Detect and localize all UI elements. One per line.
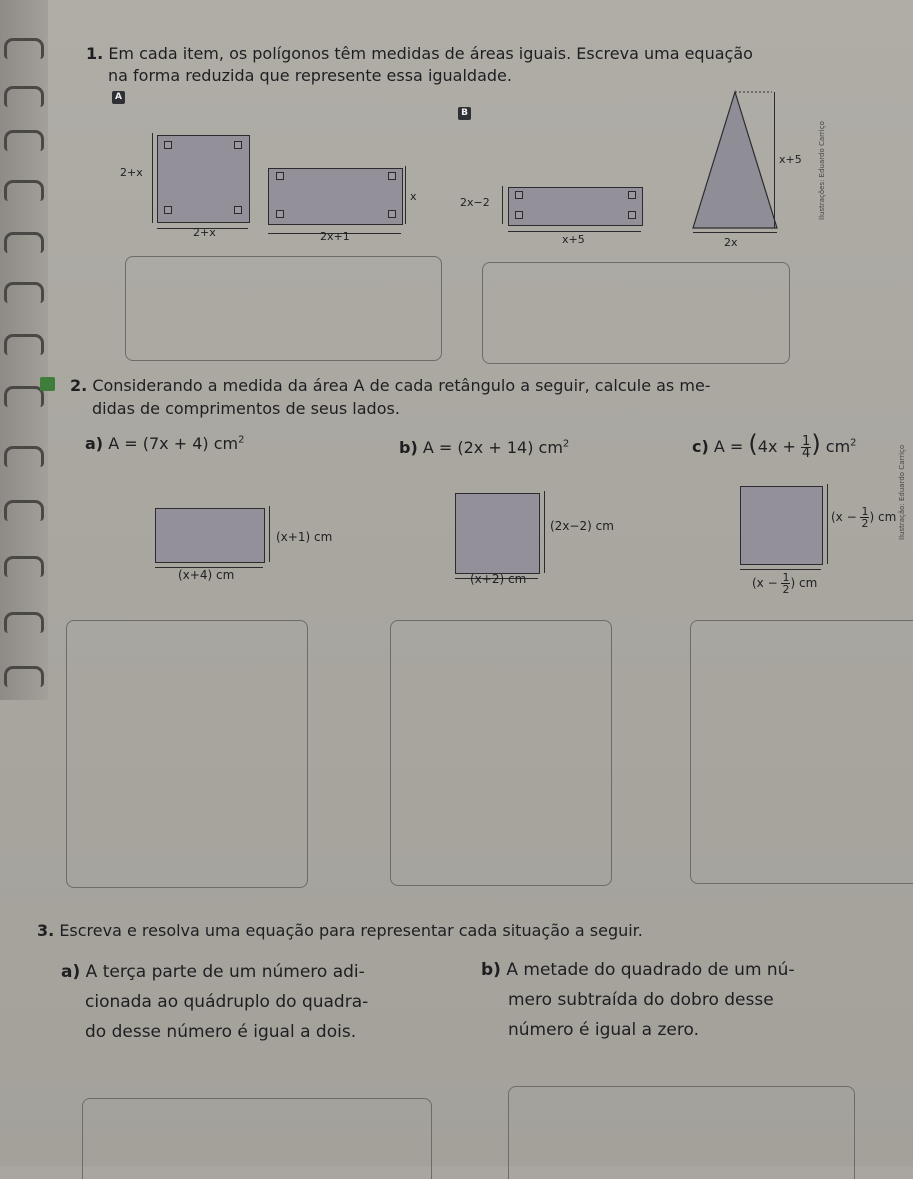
q3-number: 3. bbox=[37, 921, 55, 940]
dim-line bbox=[693, 232, 777, 233]
fig-b-tri-height: x+5 bbox=[779, 153, 802, 166]
binding-ring bbox=[4, 446, 44, 467]
right-angle-mark bbox=[628, 191, 636, 199]
q3-answer-box-b[interactable] bbox=[508, 1086, 855, 1179]
dim-line bbox=[774, 92, 775, 228]
q2-b-area: A = (2x + 14) cm bbox=[422, 438, 563, 457]
fig-a-rectangle bbox=[268, 168, 403, 225]
q3-b-line2: mero subtraída do dobro desse bbox=[508, 990, 774, 1010]
q3-b-text1: A metade do quadrado de um nú- bbox=[506, 960, 795, 980]
right-angle-mark bbox=[164, 206, 172, 214]
binding-ring bbox=[4, 500, 44, 521]
q3-b-line1 bbox=[481, 960, 795, 980]
binding-ring bbox=[4, 180, 44, 201]
right-angle-mark bbox=[388, 210, 396, 218]
q3-text-line bbox=[37, 921, 643, 940]
binding-ring bbox=[4, 386, 44, 407]
q3-b-letter: b) bbox=[481, 960, 501, 980]
frac-den: 4 bbox=[802, 446, 811, 461]
q1-text-line2: na forma reduzida que represente essa igualdade. bbox=[108, 66, 512, 85]
frac-num: 1 bbox=[782, 571, 790, 584]
side-pre: (x − bbox=[752, 576, 782, 590]
q2-a-formula bbox=[85, 434, 244, 453]
right-angle-mark bbox=[515, 211, 523, 219]
q2-c-term: 4x + bbox=[757, 437, 802, 456]
q2-c-side-v bbox=[831, 506, 896, 529]
dim-line bbox=[502, 186, 503, 224]
fig-b-tri-base: 2x bbox=[724, 236, 738, 249]
dim-line bbox=[405, 166, 406, 224]
right-angle-mark bbox=[388, 172, 396, 180]
q2-answer-box-b[interactable] bbox=[390, 620, 612, 886]
binding-ring bbox=[4, 232, 44, 253]
right-angle-mark bbox=[234, 206, 242, 214]
dim-line bbox=[269, 506, 270, 562]
q2-answer-box-a[interactable] bbox=[66, 620, 308, 888]
right-angle-mark bbox=[628, 211, 636, 219]
dim-line bbox=[544, 491, 545, 573]
q2-a-area: A = (7x + 4) cm bbox=[108, 434, 239, 453]
right-angle-mark bbox=[164, 141, 172, 149]
dim-line bbox=[152, 133, 153, 223]
q2-answer-box-c[interactable] bbox=[690, 620, 913, 884]
q2-statement: Considerando a medida da área A de cada retângulo a seguir, calcule as me- bbox=[92, 376, 711, 395]
fig-b-rect-side-v: 2x−2 bbox=[460, 196, 490, 209]
binding-ring bbox=[4, 612, 44, 633]
binding-ring bbox=[4, 556, 44, 577]
q2-b-exp: 2 bbox=[562, 438, 570, 450]
frac-den: 2 bbox=[861, 517, 869, 530]
paren: ( bbox=[748, 430, 758, 458]
q3-statement: Escreva e resolva uma equação para representar cada situação a seguir. bbox=[59, 921, 643, 940]
q2-c-formula bbox=[692, 430, 857, 459]
q2-b-rectangle bbox=[455, 493, 540, 574]
right-angle-mark bbox=[276, 210, 284, 218]
q1-number: 1. bbox=[86, 44, 104, 63]
q2-c-exp: 2 bbox=[850, 437, 857, 449]
binding-ring bbox=[4, 38, 44, 59]
q2-c-area: A = bbox=[713, 437, 749, 456]
fig-b-rectangle bbox=[508, 187, 643, 226]
fig-a-square-side-v: 2+x bbox=[120, 166, 143, 179]
q2-b-letter: b) bbox=[399, 438, 418, 457]
q2-number: 2. bbox=[70, 376, 88, 395]
binding-ring bbox=[4, 334, 44, 355]
q2-c-square bbox=[740, 486, 823, 565]
side-pre: (x − bbox=[831, 510, 861, 524]
fig-a-tag: A bbox=[112, 91, 125, 104]
fig-a-square-side-h: 2+x bbox=[193, 226, 216, 239]
binding-ring bbox=[4, 282, 44, 303]
q3-a-line2: cionada ao quádruplo do quadra- bbox=[85, 992, 369, 1012]
q2-c-fraction bbox=[801, 436, 811, 459]
q2-c-side-h bbox=[752, 572, 817, 595]
paren: ) bbox=[811, 430, 821, 458]
q1-statement: Em cada item, os polígonos têm medidas de áreas iguais. Escreva uma equação bbox=[108, 44, 753, 63]
binding-ring bbox=[4, 130, 44, 151]
q2-c-unit: cm bbox=[820, 437, 851, 456]
q2-text-line1 bbox=[70, 376, 711, 395]
q2-b-side-h: (x+2) cm bbox=[470, 572, 527, 586]
q1-credit: Ilustrações: Eduardo Carriço bbox=[818, 121, 826, 220]
binding-ring bbox=[4, 666, 44, 687]
right-angle-mark bbox=[234, 141, 242, 149]
pencil-icon bbox=[40, 377, 55, 391]
q2-c-letter: c) bbox=[692, 437, 709, 456]
q3-a-text1: A terça parte de um número adi- bbox=[85, 962, 365, 982]
q3-answer-box-a[interactable] bbox=[82, 1098, 432, 1179]
q2-a-exp: 2 bbox=[238, 434, 245, 446]
right-angle-mark bbox=[276, 172, 284, 180]
q1-answer-box-b[interactable] bbox=[482, 262, 790, 364]
fig-a-rect-side-v: x bbox=[410, 190, 417, 203]
q2-a-side-h: (x+4) cm bbox=[178, 568, 235, 582]
spiral-binding bbox=[0, 0, 48, 700]
binding-ring bbox=[4, 86, 44, 107]
frac-num: 1 bbox=[802, 434, 811, 449]
q2-credit: Ilustração: Eduardo Carriço bbox=[898, 444, 906, 540]
q1-text-line1 bbox=[86, 44, 753, 63]
q2-b-side-v: (2x−2) cm bbox=[550, 519, 614, 533]
q1-answer-box-a[interactable] bbox=[125, 256, 442, 361]
q2-a-side-v: (x+1) cm bbox=[276, 530, 333, 544]
right-angle-mark bbox=[515, 191, 523, 199]
q3-a-line1 bbox=[61, 962, 365, 982]
q2-a-letter: a) bbox=[85, 434, 104, 453]
frac-den: 2 bbox=[782, 583, 790, 596]
fig-b-rect-side-h: x+5 bbox=[562, 233, 585, 246]
frac-num: 1 bbox=[861, 505, 869, 518]
q2-text-line2: didas de comprimentos de seus lados. bbox=[92, 399, 400, 418]
fig-b-tag: B bbox=[458, 107, 471, 120]
dim-line bbox=[740, 569, 821, 570]
fig-b-triangle bbox=[690, 90, 780, 235]
q2-b-formula bbox=[399, 438, 569, 457]
q3-a-letter: a) bbox=[61, 962, 81, 982]
dim-line bbox=[508, 231, 641, 232]
q3-b-line3: número é igual a zero. bbox=[508, 1020, 700, 1040]
side-post: ) cm bbox=[869, 510, 897, 524]
q2-a-rectangle bbox=[155, 508, 265, 563]
side-post: ) cm bbox=[790, 576, 818, 590]
dim-line bbox=[827, 484, 828, 564]
fig-a-rect-side-h: 2x+1 bbox=[320, 230, 350, 243]
q3-a-line3: do desse número é igual a dois. bbox=[85, 1022, 357, 1042]
